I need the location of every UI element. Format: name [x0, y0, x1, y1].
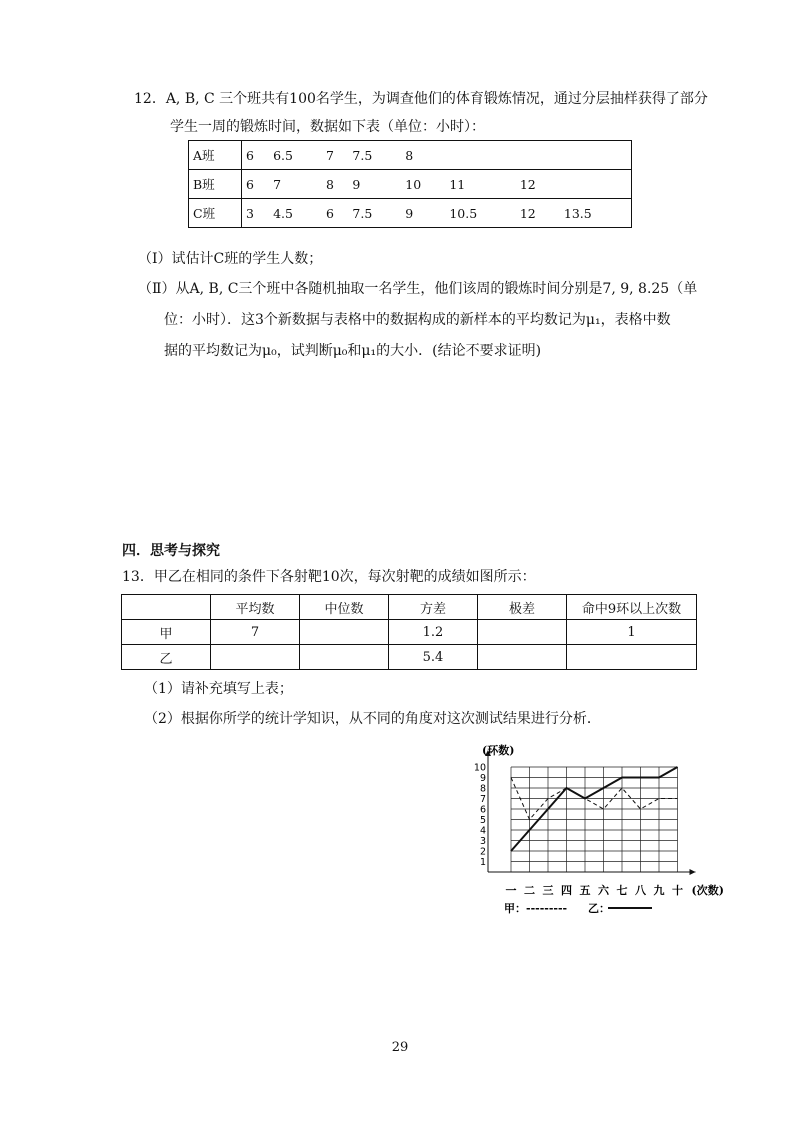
table-cell — [478, 645, 567, 670]
x-tick-label: 二 — [524, 884, 535, 897]
table-cell: 12 — [516, 199, 560, 228]
table-cell: 甲 — [122, 620, 211, 645]
y-tick-label: 5 — [479, 815, 486, 826]
x-tick-label: 五 — [579, 884, 591, 897]
q12-part2-line3: 据的平均数记为μ₀，试判断μ₀和μ₁的大小．(结论不要求证明) — [164, 343, 542, 359]
table-header-cell: 平均数 — [211, 595, 300, 620]
table-cell: 11 — [445, 170, 515, 199]
table-cell: 6 — [242, 141, 270, 170]
x-tick-label: 三 — [542, 884, 554, 897]
table-row — [122, 620, 697, 645]
y-tick-label: 8 — [479, 783, 486, 795]
x-tick-label: 九 — [653, 884, 665, 897]
table-cell: 9 — [348, 170, 401, 199]
section-heading: 四．思考与探究 — [122, 543, 220, 559]
table-cell: 12 — [516, 170, 560, 199]
chart-labels — [474, 743, 724, 915]
table-cell — [516, 141, 560, 170]
x-tick-label: 一 — [505, 884, 517, 897]
table-cell: 10 — [401, 170, 445, 199]
chart-axes — [485, 750, 696, 875]
y-tick-label: 9 — [479, 773, 486, 784]
y-tick-label: 10 — [473, 762, 486, 774]
table-cell: 1 — [567, 620, 697, 645]
table-cell — [567, 645, 697, 670]
x-tick-label: 十 — [672, 884, 683, 897]
x-tick-label: 四 — [561, 884, 572, 897]
q12-part2-line2: 位：小时）．这3个新数据与表格中的数据构成的新样本的平均数记为μ₁，表格中数 — [164, 312, 671, 328]
x-axis-label: (次数) — [691, 884, 724, 897]
table-header-cell: 命中9环以上次数 — [567, 595, 697, 620]
table-cell: 7 — [211, 620, 300, 645]
q13-sub2: （2）根据你所学的统计学知识，从不同的角度对这次测试结果进行分析． — [144, 711, 601, 727]
table-header-cell: 方差 — [389, 595, 478, 620]
table-cell: 3 — [242, 199, 270, 228]
table-cell: A班 — [189, 141, 242, 170]
table-row — [189, 199, 632, 228]
y-tick-label: 3 — [479, 836, 486, 847]
table-cell: 乙 — [122, 645, 211, 670]
q12-table — [188, 140, 632, 228]
table-cell: 7 — [322, 141, 348, 170]
q13-table — [121, 594, 697, 670]
table-header-row — [122, 595, 697, 620]
q12-line1: 12．A, B, C 三个班共有100名学生，为调查他们的体育锻炼情况，通过分层抽样获得了部分 — [134, 91, 708, 107]
x-tick-label: 七 — [616, 884, 628, 897]
chart-grid — [511, 767, 678, 872]
y-tick-label: 4 — [479, 825, 486, 837]
q13-line: 13．甲乙在相同的条件下各射靶10次，每次射靶的成绩如图所示： — [122, 569, 536, 585]
y-tick-label: 7 — [479, 794, 486, 805]
shooting-score-chart — [473, 742, 736, 922]
table-cell — [560, 170, 632, 199]
table-cell: 7.5 — [348, 141, 401, 170]
table-cell: 6 — [322, 199, 348, 228]
table-cell: 1.2 — [389, 620, 478, 645]
table-cell: 4.5 — [269, 199, 322, 228]
table-cell: 10.5 — [445, 199, 515, 228]
table-cell: 13.5 — [560, 199, 632, 228]
table-header-cell: 极差 — [478, 595, 567, 620]
table-row — [189, 141, 632, 170]
table-cell: 6.5 — [269, 141, 322, 170]
q12-line2: 学生一周的锻炼时间，数据如下表（单位：小时）： — [170, 119, 485, 135]
table-cell: 6 — [242, 170, 270, 199]
y-axis-label: (环数) — [482, 744, 515, 757]
legend-yi: 乙： — [588, 902, 610, 915]
table-header-cell: 中位数 — [300, 595, 389, 620]
x-axis-arrow — [690, 869, 696, 875]
table-cell: C班 — [189, 199, 242, 228]
q13-sub1: （1）请补充填写上表； — [144, 681, 293, 697]
table-cell: 7.5 — [348, 199, 401, 228]
q12-part1: （Ⅰ）试估计C班的学生人数； — [138, 251, 323, 267]
y-tick-label: 6 — [479, 804, 486, 816]
table-cell: 8 — [322, 170, 348, 199]
table-cell — [211, 645, 300, 670]
table-cell — [300, 620, 389, 645]
table-cell: B班 — [189, 170, 242, 199]
y-tick-label: 2 — [479, 846, 486, 858]
table-row — [189, 170, 632, 199]
table-cell: 7 — [269, 170, 322, 199]
table-cell — [300, 645, 389, 670]
table-cell — [478, 620, 567, 645]
table-row — [122, 645, 697, 670]
table-cell — [560, 141, 632, 170]
x-tick-label: 六 — [598, 884, 609, 897]
table-header-cell — [122, 595, 211, 620]
y-tick-label: 1 — [479, 857, 486, 868]
legend-jia: 甲：--------- — [504, 902, 568, 915]
x-tick-label: 八 — [635, 884, 646, 897]
page-number: 29 — [391, 1040, 409, 1055]
table-cell — [445, 141, 515, 170]
q12-part2-line1: （Ⅱ）从A, B, C三个班中各随机抽取一名学生，他们该周的锻炼时间分别是7, 9, 8.25（单 — [138, 281, 698, 297]
table-cell: 5.4 — [389, 645, 478, 670]
table-cell: 8 — [401, 141, 445, 170]
table-cell: 9 — [401, 199, 445, 228]
